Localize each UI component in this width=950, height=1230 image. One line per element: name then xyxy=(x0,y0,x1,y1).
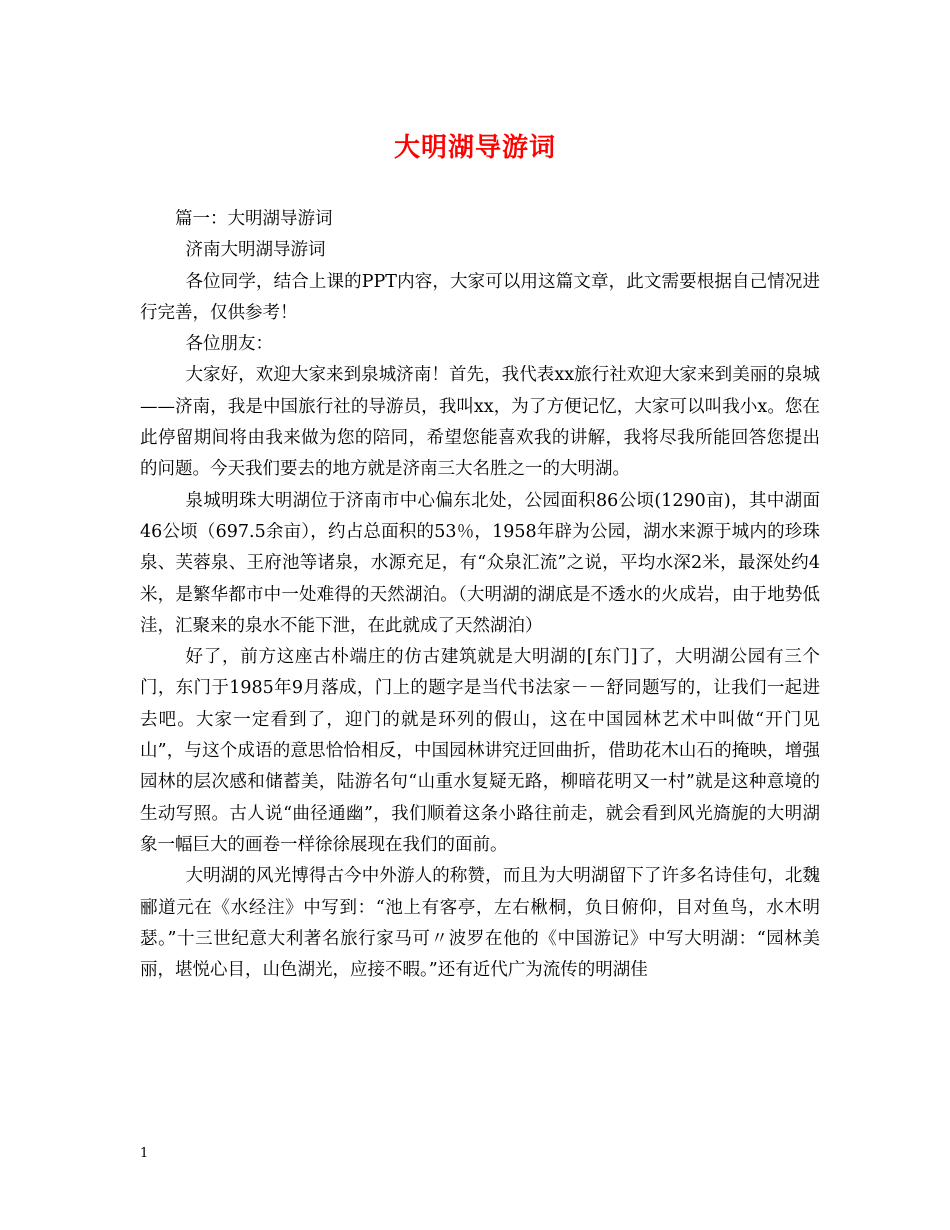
document-body xyxy=(140,204,820,986)
paragraph-poems: 大明湖的风光博得古今中外游人的称赞，而且为大明湖留下了许多名诗佳句，北魏郦道元在《水经注》中写到：“池上有客亭，左右楸桐，负日俯仰，目对鱼鸟，水木明瑟。”十三世纪意大利著名旅行家马可〃波罗在他的《中国游记》中写大明湖：“园林美丽，堪悦心目，山色湖光，应接不暇。”还有近代广为流传的明湖佳 xyxy=(140,866,820,981)
document-title: 大明湖导游词 xyxy=(393,133,556,163)
paragraph-note: 各位同学，结合上课的PPT内容，大家可以用这篇文章，此文需要根据自己情况进行完善，仅供参考！ xyxy=(140,271,820,323)
paragraph-east-gate: 好了，前方这座古朴端庄的仿古建筑就是大明湖的[东门]了，大明湖公园有三个门，东门于1985年9月落成，门上的题字是当代书法家－－舒同题写的，让我们一起进去吧。大家一定看到了，迎门的就是环列的假山，这在中国园林艺术中叫做“开门见山”，与这个成语的意思恰恰相反，中国园林讲究迂回曲折，借助花木山石的掩映，增强园林的层次感和储蓄美，陆游名句“山重水复疑无路，柳暗花明又一村”就是这种意境的生动写照。古人说“曲径通幽”，我们顺着这条小路往前走，就会看到风光旖旎的大明湖象一幅巨大的画卷一样徐徐展现在我们的面前。 xyxy=(140,647,820,855)
paragraph-lake-intro: 泉城明珠大明湖位于济南市中心偏东北处，公园面积86公顷(1290亩)，其中湖面46公顷（697.5余亩），约占总面积的53％，1958年辟为公园，湖水来源于城内的珍珠泉、芙蓉泉、王府池等诸泉，水源充足，有“众泉汇流”之说，平均水深2米，最深处约4米，是繁华都市中一处难得的天然湖泊。（大明湖的湖底是不透水的火成岩，由于地势低洼，汇聚来的泉水不能下泄，在此就成了天然湖泊） xyxy=(140,490,820,636)
article-subtitle: 济南大明湖导游词 xyxy=(185,240,326,261)
section-heading: 篇一：大明湖导游词 xyxy=(175,209,333,229)
paragraph-welcome: 大家好，欢迎大家来到泉城济南！首先，我代表xx旅行社欢迎大家来到美丽的泉城——济南，我是中国旅行社的导游员，我叫xx，为了方便记忆，大家可以叫我小x。您在此停留期间将由我来做为您的陪同，希望您能喜欢我的讲解，我将尽我所能回答您提出的问题。今天我们要去的地方就是济南三大名胜之一的大明湖。 xyxy=(140,365,820,480)
paragraph-greeting: 各位朋友： xyxy=(185,334,273,355)
page-number: 1 xyxy=(140,1146,149,1161)
